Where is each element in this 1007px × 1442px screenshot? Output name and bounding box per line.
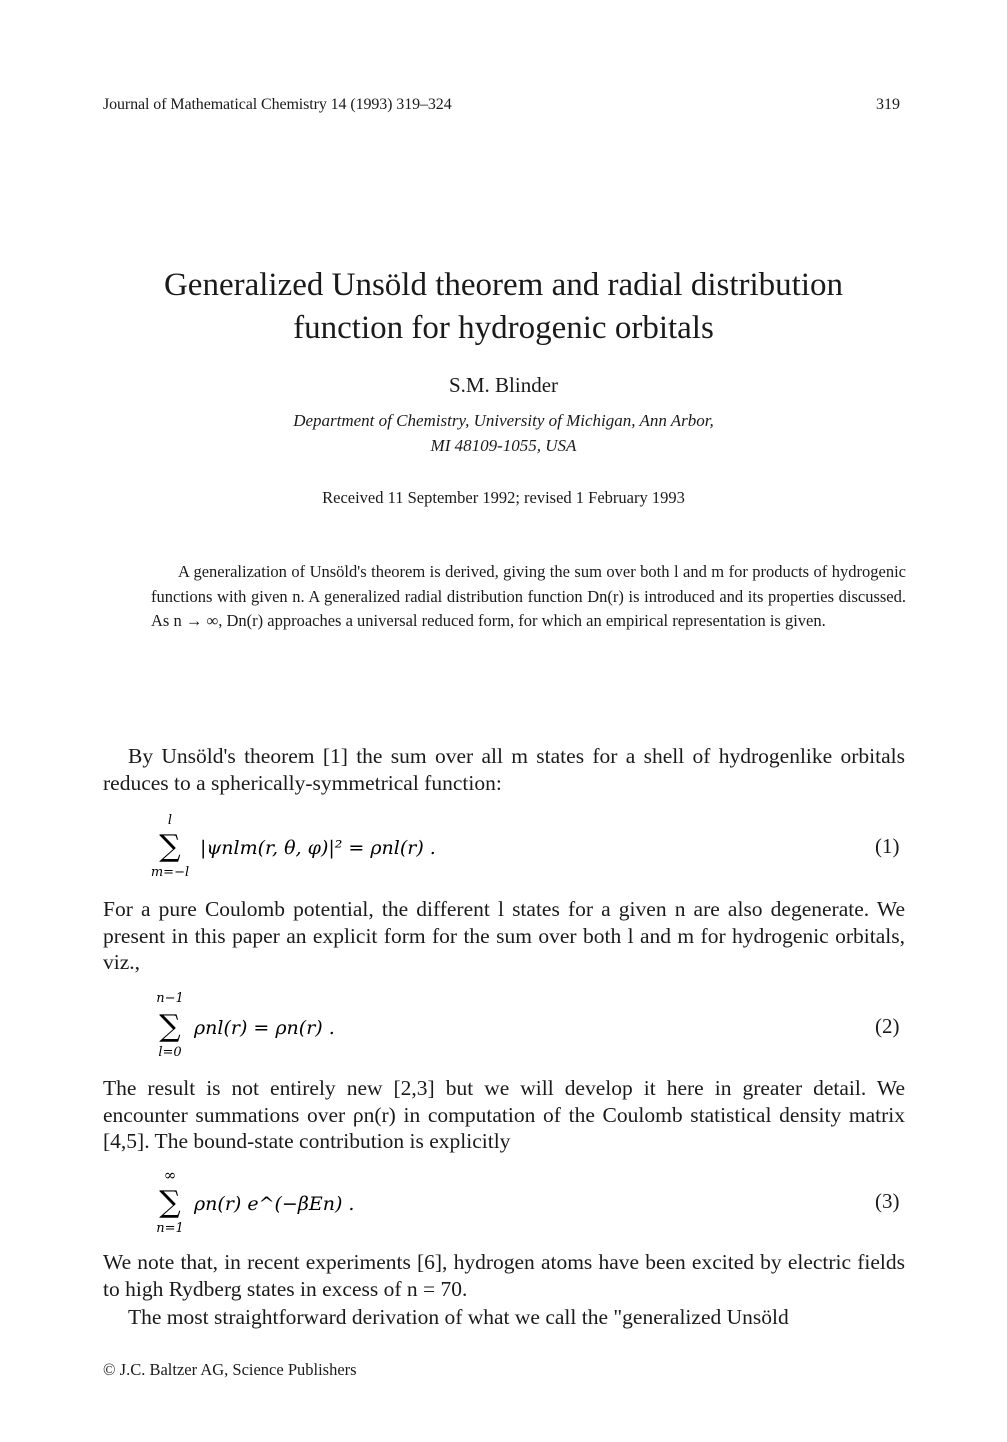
eq3-lower-limit: n=1	[156, 1221, 184, 1236]
paragraph-2	[103, 896, 905, 976]
abstract-text: A generalization of Unsöld's theorem is derived, giving the sum over both l and m for products of hydrogenic functions with given n. A generalized radial distribution function Dn(r) is introduced and its properties discussed. As n → ∞, Dn(r) approaches a universal reduced form, for which an empirical representation is given.	[151, 562, 906, 630]
paragraph-1-text: By Unsöld's theorem [1] the sum over all m states for a shell of hydrogenlike orbitals reduces to a spherically-symmetrical function:	[103, 744, 905, 795]
eq2-body: ρnl(r) = ρn(r) .	[194, 1017, 335, 1039]
paragraph-4-text: We note that, in recent experiments [6], hydrogen atoms have been excited by electric fields to high Rydberg states in excess of n = 70.	[103, 1250, 905, 1301]
abstract	[151, 560, 906, 634]
paragraph-3-text: The result is not entirely new [2,3] but we will develop it here in greater detail. We encounter summations over ρn(r) in computation of the Coulomb statistical density matrix [4,5]. The bound-state contribution is explicitly	[103, 1076, 905, 1153]
paper-title-line-1: Generalized Unsöld theorem and radial distribution	[163, 267, 844, 303]
page-number: 319	[876, 96, 900, 113]
equation-1	[148, 814, 628, 889]
eq1-lower-limit: m=−l	[150, 865, 190, 880]
eq3-upper-limit: ∞	[163, 1168, 177, 1184]
eq1-sigma: ∑	[159, 829, 181, 864]
equation-2-svg	[148, 992, 628, 1064]
paper-title-line-2: function for hydrogenic orbitals	[293, 310, 714, 346]
equation-2	[148, 992, 628, 1069]
journal-header: Journal of Mathematical Chemistry 14 (1993) 319–324	[103, 96, 452, 113]
received-dates: Received 11 September 1992; revised 1 February 1993	[322, 488, 685, 507]
equation-1-number: (1)	[875, 834, 900, 858]
equation-1-svg	[148, 814, 628, 884]
affiliation-line-2: MI 48109-1055, USA	[430, 436, 577, 455]
equation-3-svg	[148, 1168, 628, 1240]
paragraph-5-text: The most straightforward derivation of what we call the "generalized Unsöld	[128, 1305, 789, 1329]
author: S.M. Blinder	[448, 373, 559, 397]
equation-2-number: (2)	[875, 1014, 900, 1038]
paragraph-3	[103, 1075, 905, 1155]
eq3-body: ρn(r) e^(−βEn) .	[194, 1193, 355, 1215]
paragraph-2-text: For a pure Coulomb potential, the different l states for a given n are also degenerate. We present in this paper an explicit form for the sum over both l and m for hydrogenic orbitals, viz.,	[103, 897, 905, 974]
eq1-body: |ψnlm(r, θ, φ)|² = ρnl(r) .	[200, 837, 436, 859]
paragraph-4	[103, 1249, 905, 1302]
equation-3	[148, 1168, 628, 1245]
eq2-sigma: ∑	[159, 1009, 181, 1044]
affiliation-line-1: Department of Chemistry, University of Michigan, Ann Arbor,	[293, 411, 714, 430]
equation-3-number: (3)	[875, 1189, 900, 1213]
eq3-sigma: ∑	[159, 1185, 181, 1220]
eq1-upper-limit: l	[167, 814, 173, 828]
eq2-upper-limit: n−1	[156, 992, 184, 1006]
paragraph-5	[103, 1304, 905, 1331]
copyright-footer: © J.C. Baltzer AG, Science Publishers	[103, 1360, 357, 1379]
eq2-lower-limit: l=0	[158, 1045, 182, 1060]
paragraph-1	[103, 743, 905, 796]
